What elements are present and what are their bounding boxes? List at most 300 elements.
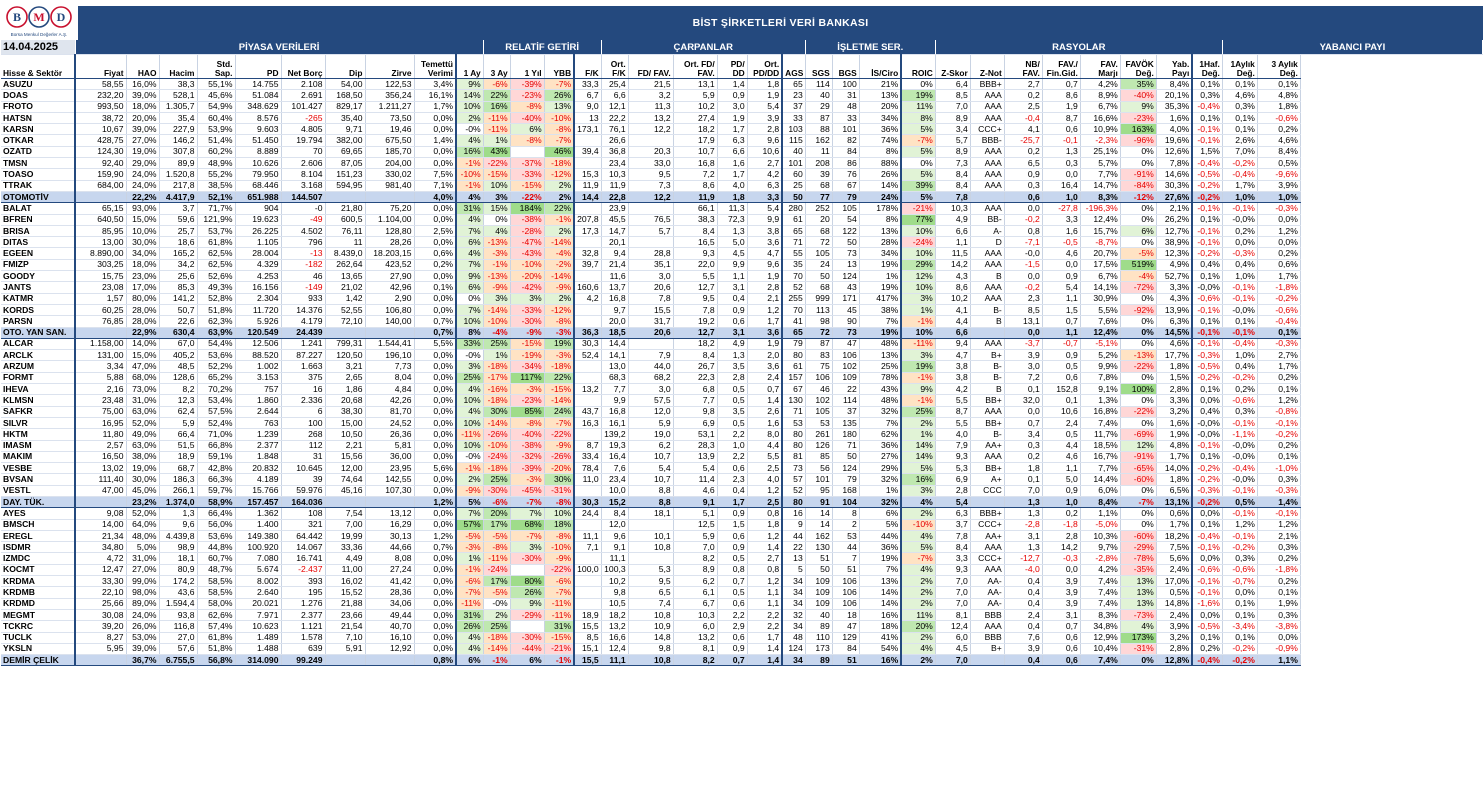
data-cell: -30% <box>510 316 544 327</box>
ticker-cell[interactable]: MEGMT <box>1 609 75 620</box>
ticker-cell[interactable]: BALAT <box>1 203 75 214</box>
ticker-cell[interactable]: SAFKR <box>1 406 75 417</box>
data-cell: -24% <box>483 451 510 462</box>
column-header[interactable]: PD <box>235 55 281 79</box>
ticker-cell[interactable]: HATSN <box>1 112 75 123</box>
data-cell: 53,6% <box>197 350 235 361</box>
data-cell: 58,0% <box>197 598 235 609</box>
table-row[interactable] <box>1 587 1483 598</box>
ticker-cell[interactable]: EREGL <box>1 530 75 541</box>
ticker-cell[interactable]: OTKAR <box>1 135 75 146</box>
table-row[interactable] <box>1 304 1483 315</box>
ticker-cell[interactable]: OZATD <box>1 146 75 157</box>
data-cell: 1,5 <box>1042 304 1080 315</box>
data-cell: 16,7% <box>1080 451 1120 462</box>
data-cell: 100% <box>1120 384 1156 395</box>
table-row[interactable] <box>1 384 1483 395</box>
column-header[interactable]: Std. Sap. <box>197 55 235 79</box>
data-cell: 29 <box>805 101 832 112</box>
ticker-cell[interactable]: KLMSN <box>1 395 75 406</box>
ticker-cell[interactable]: IZMDC <box>1 553 75 564</box>
data-cell: 53 <box>805 417 832 428</box>
data-cell <box>75 191 126 202</box>
data-cell: AAA <box>970 406 1004 417</box>
data-cell: 0,6 <box>717 598 747 609</box>
data-cell: 0,0% <box>414 621 456 632</box>
data-cell: 0,6 <box>1042 632 1080 643</box>
data-cell: 4,1 <box>1004 124 1042 135</box>
data-cell: 5,5% <box>414 338 456 349</box>
sector-summary-row[interactable] <box>1 327 1483 338</box>
column-header[interactable]: FAVÖK Değ. <box>1120 55 1156 79</box>
table-row[interactable] <box>1 124 1483 135</box>
data-cell: 0% <box>1120 293 1156 304</box>
data-cell: 60,4% <box>197 112 235 123</box>
data-cell: 4,6% <box>1257 135 1300 146</box>
data-cell: 33,36 <box>325 542 365 553</box>
column-header[interactable]: Net Borç <box>281 55 325 79</box>
data-cell <box>574 587 601 598</box>
column-header[interactable]: Temettü Verimi <box>414 55 456 79</box>
data-cell: 25% <box>859 361 901 372</box>
ticker-cell[interactable]: ISDMR <box>1 542 75 553</box>
data-cell: 11% <box>901 609 935 620</box>
table-row[interactable] <box>1 474 1483 485</box>
data-cell: 22% <box>544 372 574 383</box>
data-cell: 5,95 <box>75 643 126 654</box>
ticker-cell[interactable]: YKSLN <box>1 643 75 654</box>
data-cell: -14% <box>544 237 574 248</box>
data-cell: 1,8 <box>717 191 747 202</box>
ticker-cell[interactable]: AYES <box>1 508 75 519</box>
column-header[interactable]: FD/ FAV. <box>628 55 673 79</box>
table-row[interactable] <box>1 372 1483 383</box>
ticker-cell[interactable]: ALCAR <box>1 338 75 349</box>
data-cell: 0,0% <box>414 112 456 123</box>
data-cell: 5,7 <box>628 225 673 236</box>
data-cell: 7,4% <box>1080 417 1120 428</box>
data-cell: -15% <box>544 632 574 643</box>
column-header[interactable]: Hisse & Sektör <box>1 55 75 79</box>
data-cell: 23,95 <box>365 463 414 474</box>
data-cell: 40 <box>805 90 832 101</box>
table-row[interactable] <box>1 598 1483 609</box>
ticker-cell[interactable]: GOODY <box>1 271 75 282</box>
ticker-cell[interactable]: DOAS <box>1 90 75 101</box>
data-cell: 3,5 <box>717 361 747 372</box>
table-row[interactable] <box>1 338 1483 349</box>
ticker-cell[interactable]: KORDS <box>1 304 75 315</box>
table-row[interactable] <box>1 609 1483 620</box>
ticker-cell[interactable]: BRISA <box>1 225 75 236</box>
table-row[interactable] <box>1 350 1483 361</box>
data-cell <box>365 655 414 666</box>
data-cell: -9% <box>544 553 574 564</box>
data-cell: 0,0% <box>1192 609 1222 620</box>
ticker-cell[interactable]: MAKIM <box>1 451 75 462</box>
data-cell: -0,1% <box>1192 135 1222 146</box>
data-cell: 3,0 <box>1004 361 1042 372</box>
data-cell: -13% <box>1120 350 1156 361</box>
data-cell: 1.241 <box>281 338 325 349</box>
data-cell: 48% <box>859 338 901 349</box>
data-cell: 43% <box>483 146 510 157</box>
column-header[interactable]: 1 Ay <box>456 55 483 79</box>
data-cell: 8% <box>859 146 901 157</box>
sector-name[interactable]: DAY. TÜK. <box>1 496 75 507</box>
data-cell: 1.002 <box>235 361 281 372</box>
table-row[interactable] <box>1 282 1483 293</box>
ticker-cell[interactable]: ARZUM <box>1 361 75 372</box>
data-cell: 4% <box>901 643 935 654</box>
data-cell: 2% <box>901 576 935 587</box>
table-row[interactable] <box>1 203 1483 214</box>
table-row[interactable] <box>1 361 1483 372</box>
column-header[interactable]: YBB <box>544 55 574 79</box>
data-cell: 6,5 <box>1004 158 1042 169</box>
ticker-cell[interactable]: VESBE <box>1 463 75 474</box>
column-header[interactable]: BGS <box>832 55 859 79</box>
column-header[interactable]: Fiyat <box>75 55 126 79</box>
data-cell: -7% <box>544 79 574 90</box>
data-cell: 14,2 <box>935 259 970 270</box>
data-cell: 7,0 <box>935 576 970 587</box>
table-row[interactable] <box>1 564 1483 575</box>
table-row[interactable] <box>1 293 1483 304</box>
ticker-cell[interactable]: KRDMB <box>1 587 75 598</box>
data-cell: -0,2% <box>1222 372 1257 383</box>
data-cell: 0% <box>1120 395 1156 406</box>
data-cell: 2,4 <box>1042 417 1080 428</box>
table-row[interactable] <box>1 429 1483 440</box>
table-row[interactable] <box>1 79 1483 90</box>
data-cell: 0,0% <box>1257 632 1300 643</box>
ticker-cell[interactable]: BMSCH <box>1 519 75 530</box>
ticker-cell[interactable]: IHEVA <box>1 384 75 395</box>
table-row[interactable] <box>1 542 1483 553</box>
column-header[interactable]: SGS <box>805 55 832 79</box>
data-cell: 2,1 <box>747 293 782 304</box>
table-row[interactable] <box>1 417 1483 428</box>
column-header[interactable]: İS/Ciro <box>859 55 901 79</box>
data-cell: -40% <box>510 429 544 440</box>
data-cell: 13,1 <box>1004 316 1042 327</box>
table-row[interactable] <box>1 214 1483 225</box>
data-cell: 2,8 <box>747 282 782 293</box>
data-cell: -0,2% <box>1192 474 1222 485</box>
column-header[interactable]: FAV./ Fin.Gid. <box>1042 55 1080 79</box>
table-row[interactable] <box>1 643 1483 654</box>
data-cell: 9,5 <box>628 169 673 180</box>
data-cell: -0,2% <box>1192 248 1222 259</box>
data-cell: 173 <box>805 643 832 654</box>
data-cell: 14% <box>901 440 935 451</box>
table-row[interactable] <box>1 271 1483 282</box>
table-row[interactable] <box>1 508 1483 519</box>
data-cell: -26% <box>483 429 510 440</box>
table-row[interactable] <box>1 463 1483 474</box>
data-cell: 95 <box>805 485 832 496</box>
data-cell: 18,0% <box>126 259 159 270</box>
data-cell: 12,8% <box>1156 655 1192 666</box>
data-cell: 160,6 <box>574 282 601 293</box>
ticker-cell[interactable]: ARCLK <box>1 350 75 361</box>
ticker-cell[interactable]: EGEEN <box>1 248 75 259</box>
data-cell: AAA <box>970 101 1004 112</box>
data-cell: 0,4 <box>1004 621 1042 632</box>
column-header[interactable]: NB/ FAV. <box>1004 55 1042 79</box>
data-cell: 25,7 <box>159 225 197 236</box>
table-row[interactable] <box>1 135 1483 146</box>
ticker-cell[interactable]: JANTS <box>1 282 75 293</box>
data-cell: 6,3 <box>717 135 747 146</box>
data-cell: 4% <box>456 384 483 395</box>
ticker-cell[interactable]: PARSN <box>1 316 75 327</box>
data-cell: 4,3% <box>1156 293 1192 304</box>
column-header[interactable]: PD/ DD <box>717 55 747 79</box>
data-cell <box>365 191 414 202</box>
data-cell: 1,2 <box>747 304 782 315</box>
data-cell: 28,0% <box>126 304 159 315</box>
ticker-cell[interactable]: SILVR <box>1 417 75 428</box>
column-header[interactable]: 3 Aylık Değ. <box>1257 55 1300 79</box>
column-header[interactable]: Dip <box>325 55 365 79</box>
data-cell: 4,4 <box>1042 440 1080 451</box>
data-cell: 4,4 <box>747 440 782 451</box>
data-cell: -7% <box>510 530 544 541</box>
data-cell: 16,5 <box>673 237 717 248</box>
table-row[interactable] <box>1 158 1483 169</box>
data-cell: 10,6 <box>1042 406 1080 417</box>
table-row[interactable] <box>1 519 1483 530</box>
data-cell: 3% <box>483 293 510 304</box>
column-header[interactable]: FAV. Marjı <box>1080 55 1120 79</box>
ticker-cell[interactable]: BFREN <box>1 214 75 225</box>
data-cell: 77 <box>805 191 832 202</box>
column-header[interactable]: AGS <box>782 55 805 79</box>
ticker-cell[interactable]: KRDMD <box>1 598 75 609</box>
data-cell: -40% <box>1120 90 1156 101</box>
data-cell: 82 <box>832 135 859 146</box>
data-cell: 7,5% <box>1156 542 1192 553</box>
table-row[interactable] <box>1 146 1483 157</box>
sector-summary-row[interactable] <box>1 655 1483 666</box>
ticker-cell[interactable]: TCKRC <box>1 621 75 632</box>
data-cell: -5% <box>483 530 510 541</box>
data-cell: 19,2 <box>673 316 717 327</box>
data-cell: 0% <box>1120 655 1156 666</box>
data-cell: 34,06 <box>365 598 414 609</box>
ticker-cell[interactable]: BVSAN <box>1 474 75 485</box>
data-cell: 0,0% <box>414 304 456 315</box>
data-cell: -11% <box>456 598 483 609</box>
column-header[interactable]: Yab. Payı <box>1156 55 1192 79</box>
column-header[interactable]: F/K <box>574 55 601 79</box>
data-cell: 22 <box>832 384 859 395</box>
data-cell: 19,0% <box>126 463 159 474</box>
data-cell: 114 <box>805 79 832 90</box>
ticker-cell[interactable]: IMASM <box>1 440 75 451</box>
ticker-cell[interactable]: DITAS <box>1 237 75 248</box>
data-cell: 68 <box>805 180 832 191</box>
sector-name[interactable]: OTO. YAN SAN. <box>1 327 75 338</box>
data-cell: 4,2 <box>574 293 601 304</box>
ticker-cell[interactable]: TMSN <box>1 158 75 169</box>
table-row[interactable] <box>1 576 1483 587</box>
data-cell: 0,0% <box>414 237 456 248</box>
data-cell: 1,3 <box>1004 508 1042 519</box>
ticker-cell[interactable]: KRDMA <box>1 576 75 587</box>
data-cell <box>574 316 601 327</box>
table-row[interactable] <box>1 632 1483 643</box>
data-cell: -10% <box>544 542 574 553</box>
data-cell: 7,7 <box>673 395 717 406</box>
table-row[interactable] <box>1 451 1483 462</box>
data-cell: -2,8 <box>1004 519 1042 530</box>
column-header[interactable]: Hacim <box>159 55 197 79</box>
ticker-cell[interactable]: KARSN <box>1 124 75 135</box>
table-row[interactable] <box>1 112 1483 123</box>
data-cell: 117% <box>510 372 544 383</box>
data-cell: AAA <box>970 542 1004 553</box>
ticker-cell[interactable]: KOCMT <box>1 564 75 575</box>
table-row[interactable] <box>1 101 1483 112</box>
data-cell: -14% <box>483 304 510 315</box>
data-cell: 1,8% <box>1156 361 1192 372</box>
table-row[interactable] <box>1 530 1483 541</box>
table-row[interactable] <box>1 440 1483 451</box>
column-header[interactable]: HAO <box>126 55 159 79</box>
column-header[interactable]: Zirve <box>365 55 414 79</box>
data-cell: 30% <box>483 406 510 417</box>
table-row[interactable] <box>1 259 1483 270</box>
data-cell: 321 <box>281 519 325 530</box>
ticker-cell[interactable]: FORMT <box>1 372 75 383</box>
data-cell: 2,6% <box>1222 135 1257 146</box>
table-row[interactable] <box>1 90 1483 101</box>
data-cell: -20% <box>510 271 544 282</box>
column-header[interactable]: 3 Ay <box>483 55 510 79</box>
data-cell: -3,8% <box>1257 621 1300 632</box>
data-cell: 4,2 <box>935 384 970 395</box>
data-cell: 1,5 <box>717 519 747 530</box>
table-row[interactable] <box>1 621 1483 632</box>
data-cell: 46 <box>281 271 325 282</box>
data-cell: 16,1% <box>414 90 456 101</box>
data-cell: 0,6 <box>717 316 747 327</box>
data-cell: AA+ <box>970 530 1004 541</box>
data-cell: -49 <box>281 214 325 225</box>
data-cell: 61,8% <box>197 632 235 643</box>
data-cell: 5,9 <box>159 417 197 428</box>
data-cell <box>574 429 601 440</box>
ticker-cell[interactable]: ASUZU <box>1 79 75 90</box>
column-header[interactable]: 1Aylık Değ. <box>1222 55 1257 79</box>
data-cell: 2,7 <box>747 158 782 169</box>
table-row[interactable] <box>1 237 1483 248</box>
column-header[interactable]: Ort. PD/DD <box>747 55 782 79</box>
column-header[interactable]: Ort. F/K <box>601 55 628 79</box>
ticker-cell[interactable]: VESTL <box>1 485 75 496</box>
data-cell: 3,1 <box>1042 609 1080 620</box>
data-cell: 8,7 <box>574 440 601 451</box>
data-cell: 0,5% <box>1156 587 1192 598</box>
data-cell: 0,0% <box>414 203 456 214</box>
sector-name[interactable]: OTOMOTİV <box>1 191 75 202</box>
data-cell: 15,7% <box>1080 225 1120 236</box>
data-cell: 34% <box>859 112 901 123</box>
column-header[interactable]: Z-Skor <box>935 55 970 79</box>
ticker-cell[interactable]: KATMR <box>1 293 75 304</box>
data-cell: 28,8 <box>628 248 673 259</box>
column-header[interactable]: ROIC <box>901 55 935 79</box>
data-cell: 3,6 <box>747 361 782 372</box>
sector-name[interactable]: DEMİR ÇELİK <box>1 655 75 666</box>
table-row[interactable] <box>1 406 1483 417</box>
ticker-cell[interactable]: FROTO <box>1 101 75 112</box>
column-header[interactable]: Ort. FD/ FAV. <box>673 55 717 79</box>
sector-summary-row[interactable] <box>1 496 1483 507</box>
data-cell: 0,0 <box>1042 564 1080 575</box>
ticker-cell[interactable]: TOASO <box>1 169 75 180</box>
data-cell: 26,7 <box>673 361 717 372</box>
column-header[interactable]: 1 Yıl <box>510 55 544 79</box>
ticker-cell[interactable]: TTRAK <box>1 180 75 191</box>
data-cell: 21,54 <box>325 621 365 632</box>
ticker-cell[interactable]: HKTM <box>1 429 75 440</box>
data-cell: -1,8% <box>1257 564 1300 575</box>
data-cell: -10% <box>510 259 544 270</box>
data-cell: 1,7% <box>1222 180 1257 191</box>
column-header[interactable]: 1Haf. Değ. <box>1192 55 1222 79</box>
data-cell: 23,08 <box>75 282 126 293</box>
data-cell: 32% <box>859 406 901 417</box>
data-cell: 0,1% <box>1192 451 1222 462</box>
column-header[interactable]: Z-Not <box>970 55 1004 79</box>
ticker-cell[interactable]: TUCLK <box>1 632 75 643</box>
data-cell: 2% <box>901 508 935 519</box>
data-cell: 3,1 <box>717 282 747 293</box>
ticker-cell[interactable]: FMIZP <box>1 259 75 270</box>
data-cell: 9% <box>456 271 483 282</box>
table-row[interactable] <box>1 395 1483 406</box>
data-cell: 57,6 <box>159 643 197 654</box>
data-cell: 3,21 <box>325 361 365 372</box>
table-row[interactable] <box>1 180 1483 191</box>
data-cell: 24,4 <box>574 508 601 519</box>
sector-summary-row[interactable] <box>1 191 1483 202</box>
data-cell: 48,9% <box>197 158 235 169</box>
data-cell: 3,4% <box>414 79 456 90</box>
data-cell: 16.156 <box>235 282 281 293</box>
table-row[interactable] <box>1 553 1483 564</box>
data-cell: 1,7 <box>717 124 747 135</box>
data-cell: 7,00 <box>325 519 365 530</box>
table-row[interactable] <box>1 225 1483 236</box>
data-cell: 99.249 <box>281 655 325 666</box>
data-cell: 26,2% <box>1156 214 1192 225</box>
data-cell: -0,5% <box>1192 621 1222 632</box>
table-row[interactable] <box>1 316 1483 327</box>
table-row[interactable] <box>1 169 1483 180</box>
data-cell: -69% <box>1120 429 1156 440</box>
data-cell: 8,7 <box>935 406 970 417</box>
table-row[interactable] <box>1 485 1483 496</box>
data-cell: 20,68 <box>325 395 365 406</box>
data-cell: 100,3 <box>601 564 628 575</box>
data-cell: 16,4 <box>601 451 628 462</box>
table-row[interactable] <box>1 248 1483 259</box>
